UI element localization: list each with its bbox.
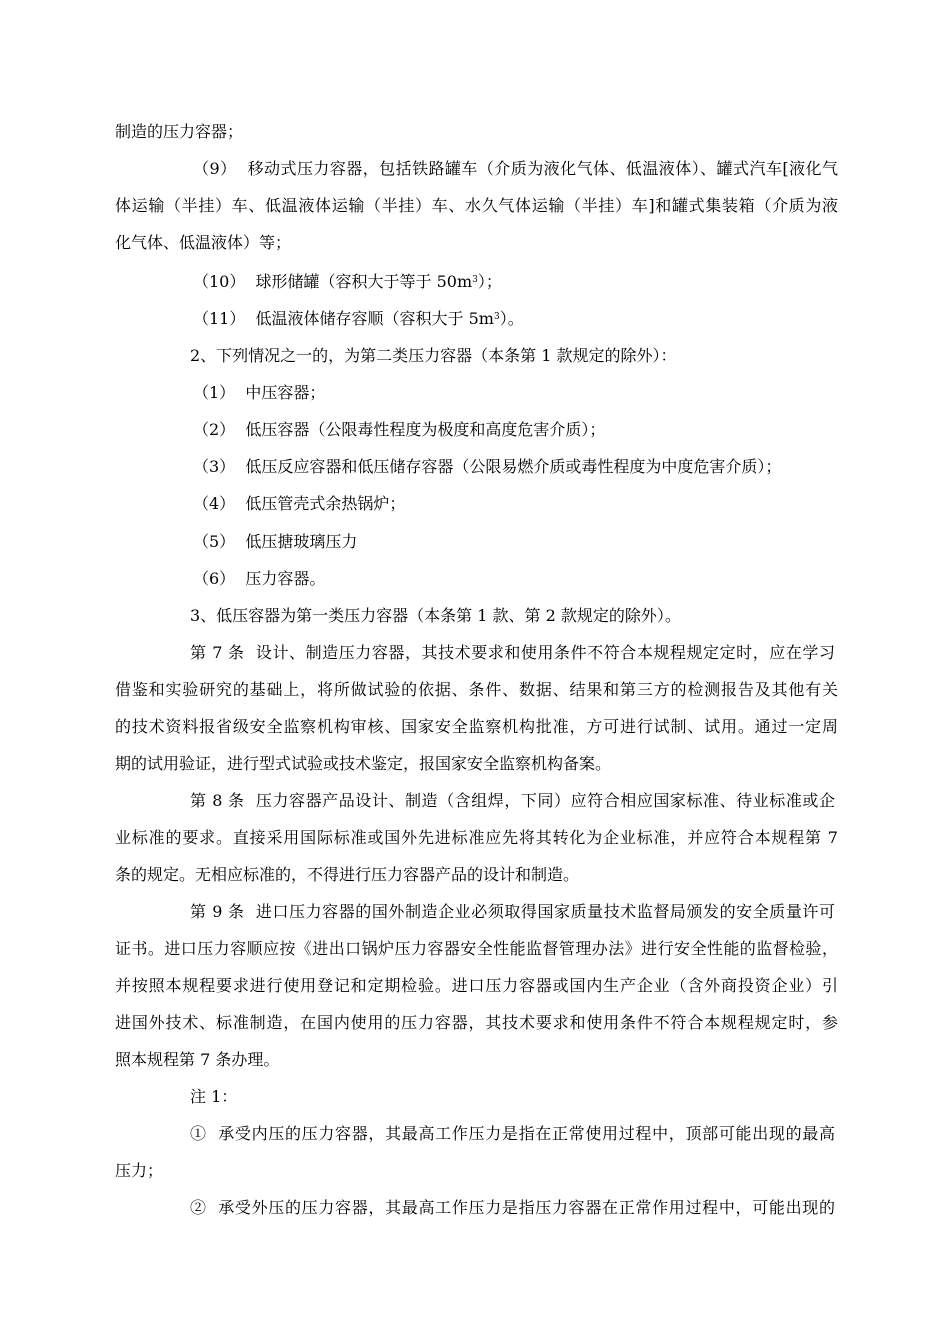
- text-line: （2） 低压容器（公限毒性程度为极度和高度危害介质）；: [193, 420, 606, 439]
- text-line: 第 7 条 设计、制造压力容器，其技术要求和使用条件不符合本规程规定定时，应在学习: [190, 643, 835, 662]
- text-line: 进国外技术、标准制造，在国内使用的压力容器，其技术要求和使用条件不符合本规程规定时，参: [115, 1013, 838, 1032]
- text-line: 条的规定。无相应标准的，不得进行压力容器产品的设计和制造。: [115, 865, 580, 884]
- text-line: 的技术资料报省级安全监察机构审核、国家安全监察机构批准，方可进行试制、试用。通过一定周: [115, 717, 838, 736]
- text-line: ① 承受内压的压力容器，其最高工作压力是指在正常使用过程中，顶部可能出现的最高: [190, 1124, 835, 1143]
- text-line: （6） 压力容器。: [193, 569, 326, 588]
- text-line: 制造的压力容器；: [115, 122, 244, 141]
- text-line: ② 承受外压的压力容器，其最高工作压力是指压力容器在正常作用过程中，可能出现的: [190, 1198, 835, 1217]
- text-line: [193, 272, 502, 292]
- text-line: 照本规程第 7 条办理。: [115, 1050, 280, 1069]
- text-line: （9） 移动式压力容器，包括铁路罐车（介质为液化气体、低温液体）、罐式汽车[液化气: [193, 159, 838, 178]
- text-line: （1） 中压容器；: [193, 383, 326, 402]
- text-segment: （11） 低温液体储存容顺（容积大于 5m: [193, 309, 494, 328]
- text-line: 并按照本规程要求进行使用登记和定期检验。进口压力容器或国内生产企业（含外商投资企业）引: [115, 976, 838, 995]
- text-line: （5） 低压搪玻璃压力: [193, 532, 358, 551]
- text-line: 业标准的要求。直接采用国际标准或国外先进标准应先将其转化为企业标准，并应符合本规程第 7: [115, 828, 838, 847]
- text-line: 第 8 条 压力容器产品设计、制造（含组焊，下同）应符合相应国家标准、待业标准或企: [190, 791, 835, 810]
- text-line: [193, 309, 524, 329]
- text-segment: ）；: [477, 272, 502, 291]
- text-line: 化气体、低温液体）等；: [115, 233, 292, 252]
- text-line: 借鉴和实验研究的基础上，将所做试验的依据、条件、数据、结果和第三方的检测报告及其他有关: [115, 680, 838, 699]
- text-line: 压力；: [115, 1161, 164, 1180]
- text-line: 3、低压容器为第一类压力容器（本条第 1 款、第 2 款规定的除外）。: [190, 606, 681, 625]
- text-segment: ）。: [499, 309, 524, 328]
- text-line: （4） 低压管壳式余热锅炉；: [193, 494, 406, 513]
- text-line: 2、下列情况之一的，为第二类压力容器（本条第 1 款规定的除外）：: [190, 346, 677, 365]
- text-line: 期的试用验证，进行型式试验或技术鉴定，报国家安全监察机构备案。: [115, 754, 612, 773]
- text-line: 体运输（半挂）车、低温液体运输（半挂）车、水久气体运输（半挂）车]和罐式集装箱（介质为液: [115, 196, 838, 215]
- text-line: （3） 低压反应容器和低压储存容器（公限易燃介质或毒性程度为中度危害介质）；: [193, 457, 782, 476]
- superscript: 3: [472, 275, 478, 285]
- superscript: 3: [493, 312, 500, 322]
- text-line: 注 1：: [190, 1087, 238, 1106]
- text-segment: （10） 球形储罐（容积大于等于 50m: [193, 272, 473, 291]
- text-line: 第 9 条 进口压力容器的国外制造企业必须取得国家质量技术监督局颁发的安全质量许可: [190, 902, 835, 921]
- text-line: 证书。进口压力容顺应按《进出口锅炉压力容器安全性能监督管理办法》进行安全性能的监督检验，: [115, 939, 838, 958]
